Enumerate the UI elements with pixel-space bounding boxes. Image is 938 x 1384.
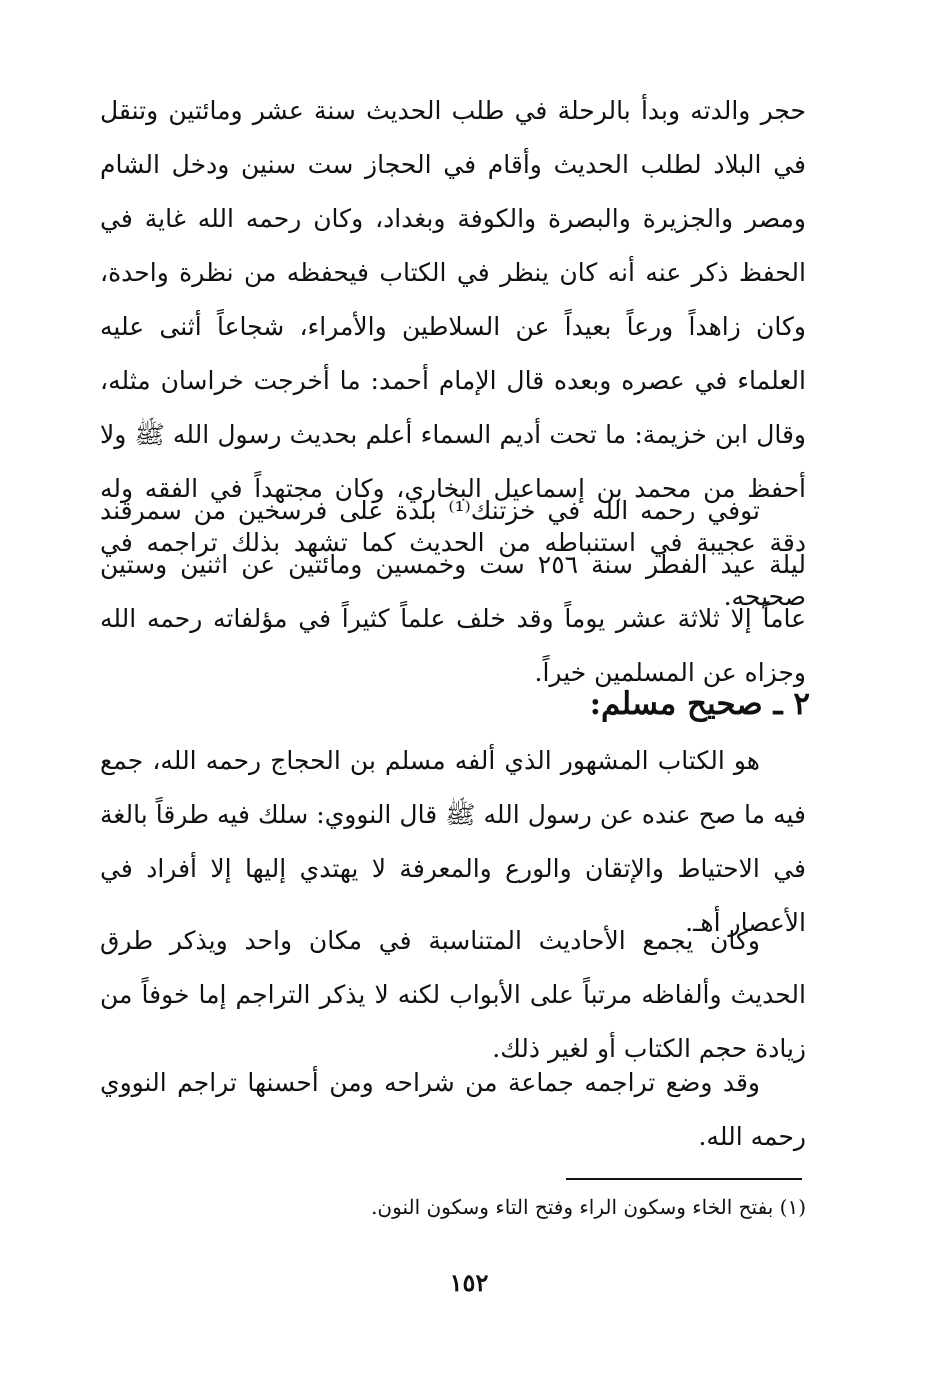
footnote-divider bbox=[566, 1178, 802, 1180]
paragraph-muslim-arrangement bbox=[100, 914, 806, 1076]
paragraph-text-content: وقد وضع تراجمه جماعة من شراحه ومن أحسنها تراجم النووي رحمه الله. bbox=[100, 1068, 806, 1151]
section-heading: ٢ ـ صحيح مسلم: bbox=[589, 686, 810, 722]
paragraph-text bbox=[100, 914, 806, 1076]
footnote: (١) بفتح الخاء وسكون الراء وفتح التاء وسكون النون. bbox=[371, 1195, 806, 1219]
paragraph-text-content: وكان يجمع الأحاديث المتناسبة في مكان واحد ويذكر طرق الحديث وألفاظه مرتباً على الأبواب لكنه لا يذكر التراجم إما خوفاً من زيادة حجم الكتاب أو لغير ذلك. bbox=[100, 926, 806, 1063]
paragraph-text-content: توفي رحمه الله في خزتنك⁽¹⁾ بلدة على فرسخين من سمرقند ليلة عيد الفطر سنة ٢٥٦ ست وخمسين ومائتين عن اثنين وستين عاماً إلا ثلاثة عشر يوماً وقد خلف علماً كثيراً في مؤلفاته رحمه الله وجزاه عن المسلمين خيراً. bbox=[100, 496, 806, 687]
paragraph-bukhari-death bbox=[100, 484, 806, 700]
paragraph-text bbox=[100, 484, 806, 700]
page-number: ١٥٢ bbox=[449, 1268, 489, 1297]
paragraph-text: حجر والدته وبدأ بالرحلة في طلب الحديث سنة عشر ومائتين وتنقل في البلاد لطلب الحديث وأقام في الحجاز ست سنين ودخل الشام ومصر والجزيرة والبصرة والكوفة وبغداد، وكان رحمه الله غاية في الحفظ ذكر عنه أنه كان ينظر في الكتاب فيحفظه من نظرة واحدة، وكان زاهداً ورعاً بعيداً عن السلاطين والأمراء، شجاعاً أثنى عليه العلماء في عصره وبعده قال الإمام أحمد: ما أخرجت خراسان مثله، وقال ابن خزيمة: ما تحت أديم السماء أعلم بحديث رسول الله ﷺ ولا أحفظ من محمد بن إسماعيل البخاري، وكان مجتهداً في الفقه وله دقة عجيبة في استنباطه من الحديث كما تشهد بذلك تراجمه في صحيحه. bbox=[100, 96, 806, 611]
paragraph-text bbox=[100, 1056, 806, 1164]
paragraph-text-content: هو الكتاب المشهور الذي ألفه مسلم بن الحجاج رحمه الله، جمع فيه ما صح عنده عن رسول الله ﷺ قال النووي: سلك فيه طرقاً بالغة في الاحتياط والإتقان والورع والمعرفة لا يهتدي إليها إلا أفراد في الأعصار أهـ. bbox=[100, 746, 806, 937]
paragraph-muslim-chapters bbox=[100, 1056, 806, 1164]
